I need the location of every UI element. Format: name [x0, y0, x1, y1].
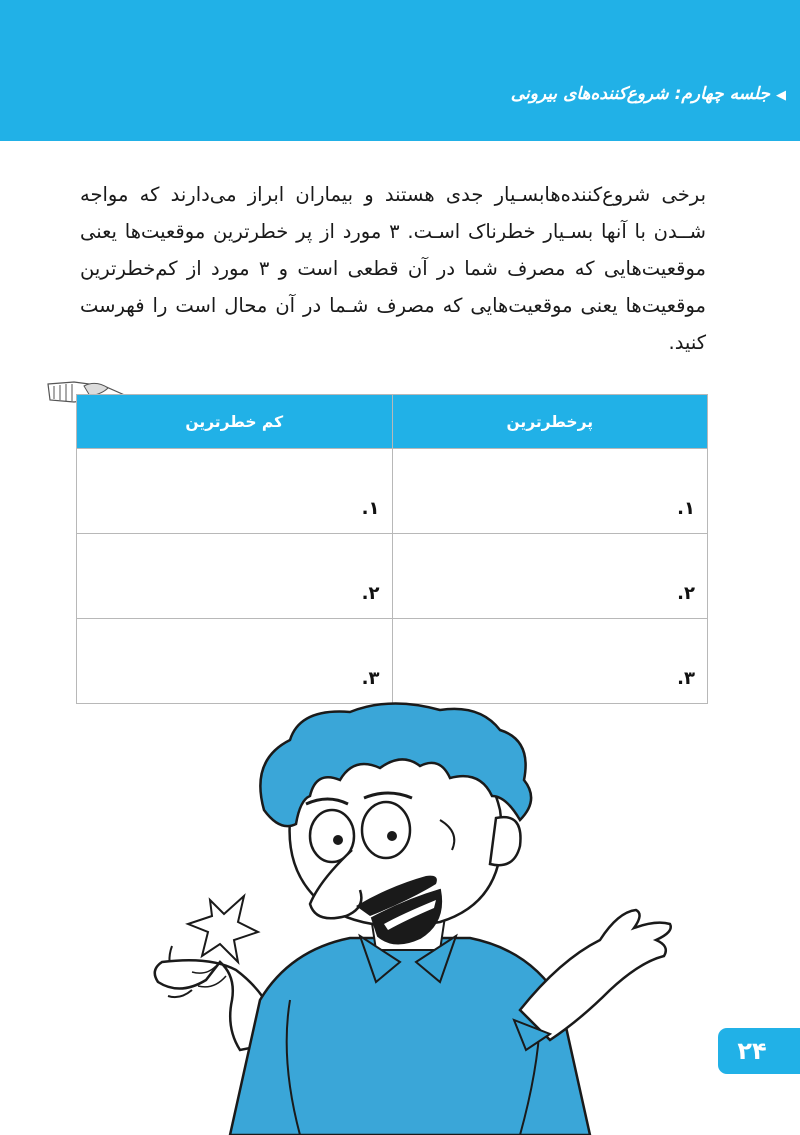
table-header-row	[77, 395, 708, 449]
instruction-paragraph: برخی شروع‌کننده‌هابسـیار جدی هستند و بیماران ابراز می‌دارند که مواجه شــدن با آنها بسـیار خطرناک اسـت. ۳ مورد از پر خطرترین موقعیت‌ها یعنی موقعیت‌هایی که مصرف شما در آن قطعی است و ۳ مورد از کم‌خطرترین موقعیت‌ها یعنی موقعیت‌هایی که مصرف شـما در آن محال است را فهرست کنید.	[80, 183, 707, 354]
chapter-title	[511, 84, 786, 104]
risk-situations-table	[76, 394, 708, 704]
table-row	[77, 534, 708, 619]
cartoon-man-illustration	[140, 700, 680, 1135]
page-number: ۲۴	[737, 1037, 767, 1065]
table-row	[77, 449, 708, 534]
table-row	[77, 619, 708, 704]
snap-spark-icon	[188, 896, 258, 962]
table-cell[interactable]: ۱.	[77, 449, 393, 534]
triangle-left-icon: ◀	[776, 88, 786, 103]
chapter-title-text: جلسه چهارم: شروع‌کننده‌های بیرونی	[510, 84, 770, 104]
table-cell[interactable]: ۳.	[77, 619, 393, 704]
header-high-risk: پرخطرترین	[392, 395, 708, 449]
header-band	[0, 0, 800, 141]
page-number-badge	[718, 1028, 800, 1074]
table-cell[interactable]: ۳.	[392, 619, 708, 704]
table-cell[interactable]: ۱.	[392, 449, 708, 534]
table-cell[interactable]: ۲.	[77, 534, 393, 619]
table-cell[interactable]: ۲.	[392, 534, 708, 619]
header-low-risk: کم خطرترین	[77, 395, 393, 449]
